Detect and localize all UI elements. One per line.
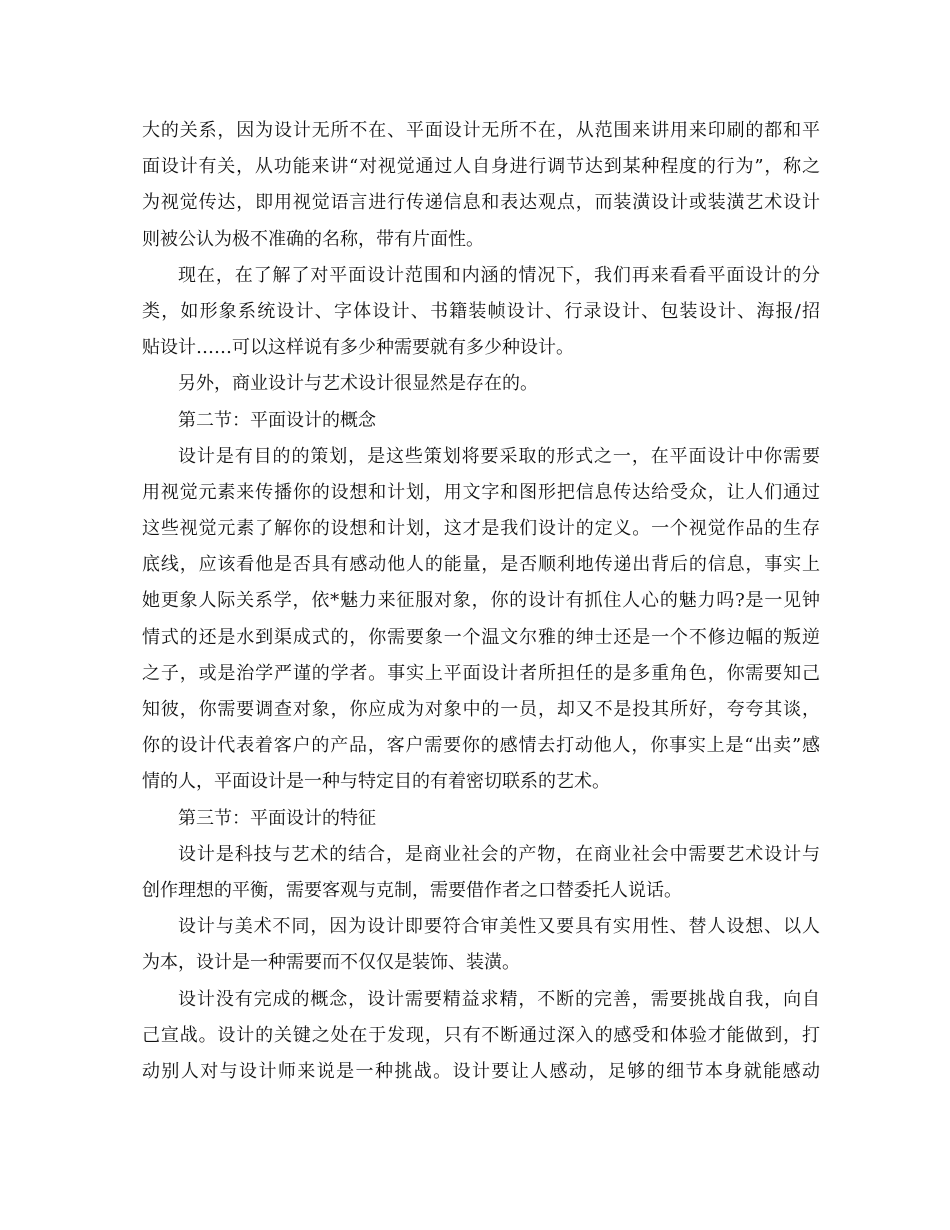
text-line: 类，如形象系统设计、字体设计、书籍装帧设计、行录设计、包装设计、海报/招: [142, 300, 820, 322]
section-heading: [142, 403, 820, 439]
paragraph: [142, 439, 820, 801]
text-line: 动别人对与设计师来说是一种挑战。设计要让人感动，足够的细节本身就能感动: [142, 1060, 820, 1082]
paragraph: [142, 909, 820, 981]
text-line: 情式的还是水到渠成式的，你需要象一个温文尔雅的绅士还是一个不修边幅的叛逆: [142, 626, 820, 648]
text-line: 第二节：平面设计的概念: [178, 409, 376, 431]
text-line: 情的人，平面设计是一种与特定目的有着密切联系的艺术。: [142, 771, 610, 793]
text-line: 设计是科技与艺术的结合，是商业社会的产物，在商业社会中需要艺术设计与: [178, 843, 820, 865]
paragraph: [142, 258, 820, 367]
text-line: 她更象人际关系学，依*魅力来征服对象，你的设计有抓住人心的魅力吗?是一见钟: [142, 590, 820, 612]
text-line: 知彼，你需要调查对象，你应成为对象中的一员，却又不是投其所好，夸夸其谈，: [142, 699, 820, 720]
text-line: 设计没有完成的概念，设计需要精益求精，不断的完善，需要挑战自我，向自: [178, 988, 820, 1010]
text-line: 设计是有目的的策划，是这些策划将要采取的形式之一，在平面设计中你需要: [178, 445, 820, 467]
text-line: 现在，在了解了对平面设计范围和内涵的情况下，我们再来看看平面设计的分: [178, 264, 820, 286]
text-line: 这些视觉元素了解你的设想和计划，这才是我们设计的定义。一个视觉作品的生存: [142, 518, 820, 540]
text-line: 用视觉元素来传播你的设想和计划，用文字和图形把信息传达给受众，让人们通过: [142, 481, 820, 503]
text-line: 创作理想的平衡，需要客观与克制，需要借作者之口替委托人说话。: [142, 879, 682, 901]
text-line: 另外，商业设计与艺术设计很显然是存在的。: [178, 373, 538, 395]
text-line: 设计与美术不同，因为设计即要符合审美性又要具有实用性、替人设想、以人: [178, 916, 820, 938]
section-heading: [142, 801, 820, 837]
text-line: 则被公认为极不准确的名称，带有片面性。: [142, 228, 484, 250]
text-line: 己宣战。设计的关键之处在于发现，只有不断通过深入的感受和体验才能做到，打: [142, 1024, 820, 1046]
text-line: 大的关系，因为设计无所不在、平面设计无所不在，从范围来讲用来印刷的都和平: [142, 120, 820, 141]
text-line: 为本，设计是一种需要而不仅仅是装饰、装潢。: [142, 952, 520, 974]
paragraph: [142, 837, 820, 909]
text-line: 面设计有关，从功能来讲“对视觉通过人自身进行调节达到某种程度的行为”，称之: [142, 156, 820, 178]
document-page: [142, 113, 820, 1090]
text-line: 之子，或是治学严谨的学者。事实上平面设计者所担任的是多重角色，你需要知己: [142, 662, 820, 684]
text-line: 底线，应该看他是否具有感动他人的能量，是否顺利地传递出背后的信息，事实上: [142, 554, 820, 576]
paragraph: [142, 366, 820, 402]
text-line: 第三节：平面设计的特征: [178, 807, 376, 829]
paragraph: [142, 113, 820, 258]
paragraph: [142, 982, 820, 1091]
text-line: 贴设计……可以这样说有多少种需要就有多少种设计。: [142, 337, 574, 359]
text-line: 为视觉传达，即用视觉语言进行传递信息和表达观点，而装潢设计或装潢艺术设计: [142, 192, 820, 214]
text-line: 你的设计代表着客户的产品，客户需要你的感情去打动他人，你事实上是“出卖”感: [142, 735, 820, 757]
